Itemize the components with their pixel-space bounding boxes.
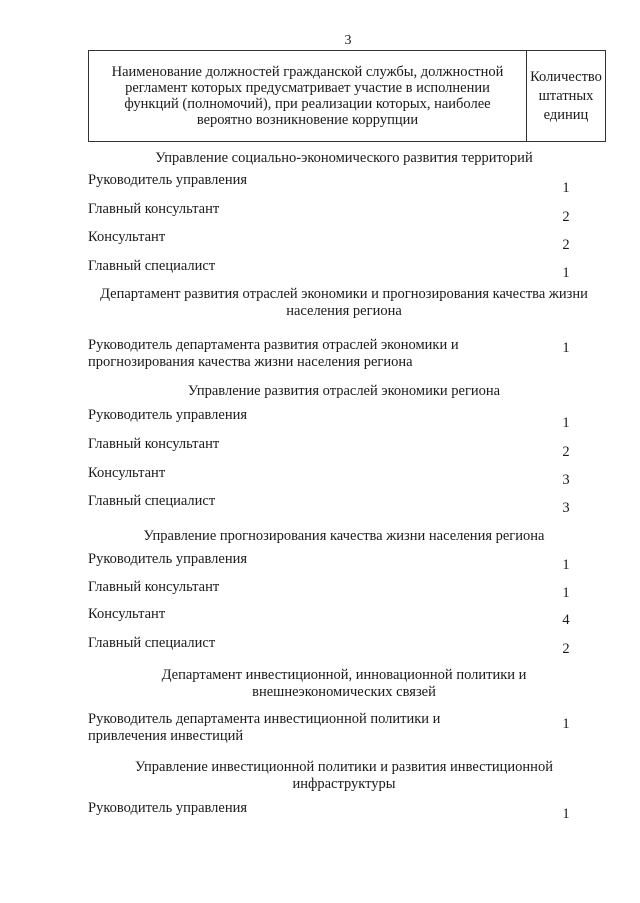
- section-heading-line: инфраструктуры: [292, 776, 396, 792]
- position-title: [88, 579, 219, 596]
- section-heading: [80, 667, 608, 701]
- section-heading-line: Управление прогнозирования качества жизни населения региона: [143, 528, 545, 544]
- section-heading: [80, 383, 608, 400]
- staff-count: 1: [562, 180, 570, 196]
- section-heading-line: Управление инвестиционной политики и развития инвестиционной: [135, 759, 553, 775]
- table-header: [88, 50, 606, 142]
- header-count-line: штатных: [538, 87, 594, 104]
- position-title: [88, 800, 247, 817]
- position-title-line: Главный консультант: [88, 436, 220, 452]
- header-count-line: Количество: [530, 68, 602, 85]
- position-title-line: Главный консультант: [88, 201, 220, 217]
- position-title-line: Главный специалист: [88, 493, 216, 509]
- position-title: [88, 337, 459, 371]
- position-title-line: Главный консультант: [88, 579, 220, 595]
- position-title-line: Руководитель управления: [88, 800, 248, 816]
- staff-count: 1: [562, 557, 570, 573]
- section-heading: [80, 759, 608, 793]
- position-title: [88, 201, 219, 218]
- staff-count: 1: [562, 806, 570, 822]
- header-position-column: [89, 51, 527, 141]
- position-title: [88, 606, 165, 623]
- staff-count: 2: [562, 209, 570, 225]
- position-title-line: Консультант: [88, 465, 166, 481]
- staff-count: 1: [562, 340, 570, 356]
- position-title: [88, 172, 247, 189]
- position-title: [88, 407, 247, 424]
- position-title: [88, 711, 440, 745]
- staff-count: 1: [562, 585, 570, 601]
- position-title: [88, 493, 215, 510]
- staff-count: 1: [562, 415, 570, 431]
- section-heading: [80, 528, 608, 545]
- staff-count: 2: [562, 444, 570, 460]
- position-title-line: Консультант: [88, 229, 166, 245]
- section-heading-line: Департамент инвестиционной, инновационной политики и: [161, 667, 527, 683]
- page-number: 3: [344, 33, 352, 48]
- section-heading-line: внешнеэкономических связей: [252, 684, 436, 700]
- header-count-column: [527, 51, 605, 141]
- section-heading-line: Управление социально-экономического развития территорий: [155, 150, 533, 166]
- header-position-line: Наименование должностей гражданской службы, должностной: [111, 64, 504, 80]
- position-title-line: прогнозирования качества жизни населения региона: [88, 354, 413, 370]
- position-title: [88, 258, 215, 275]
- position-title: [88, 635, 215, 652]
- staff-count: 4: [562, 612, 570, 628]
- position-title: [88, 229, 165, 246]
- position-title: [88, 465, 165, 482]
- position-title-line: привлечения инвестиций: [88, 728, 244, 744]
- staff-count: 2: [562, 237, 570, 253]
- header-count-line: единиц: [543, 106, 589, 123]
- staff-count: 3: [562, 500, 570, 516]
- position-title-line: Руководитель департамента инвестиционной политики и: [88, 711, 441, 727]
- position-title: [88, 436, 219, 453]
- staff-count: 1: [562, 716, 570, 732]
- position-title-line: Консультант: [88, 606, 166, 622]
- staff-count: 3: [562, 472, 570, 488]
- staff-count: 1: [562, 265, 570, 281]
- position-title: [88, 551, 247, 568]
- header-position-line: регламент которых предусматривает участие в исполнении: [125, 80, 490, 96]
- section-heading-line: населения региона: [286, 303, 402, 319]
- position-title-line: Руководитель управления: [88, 172, 248, 188]
- section-heading-line: Департамент развития отраслей экономики и прогнозирования качества жизни: [100, 286, 588, 302]
- position-title-line: Руководитель департамента развития отраслей экономики и: [88, 337, 459, 353]
- position-title-line: Главный специалист: [88, 635, 216, 651]
- position-title-line: Руководитель управления: [88, 407, 248, 423]
- section-heading-line: Управление развития отраслей экономики региона: [187, 383, 501, 399]
- position-title-line: Главный специалист: [88, 258, 216, 274]
- header-position-line: функций (полномочий), при реализации которых, наиболее: [124, 96, 491, 112]
- header-position-line: вероятно возникновение коррупции: [196, 112, 419, 128]
- position-title-line: Руководитель управления: [88, 551, 248, 567]
- section-heading: [80, 286, 608, 320]
- section-heading: [80, 150, 608, 167]
- staff-count: 2: [562, 641, 570, 657]
